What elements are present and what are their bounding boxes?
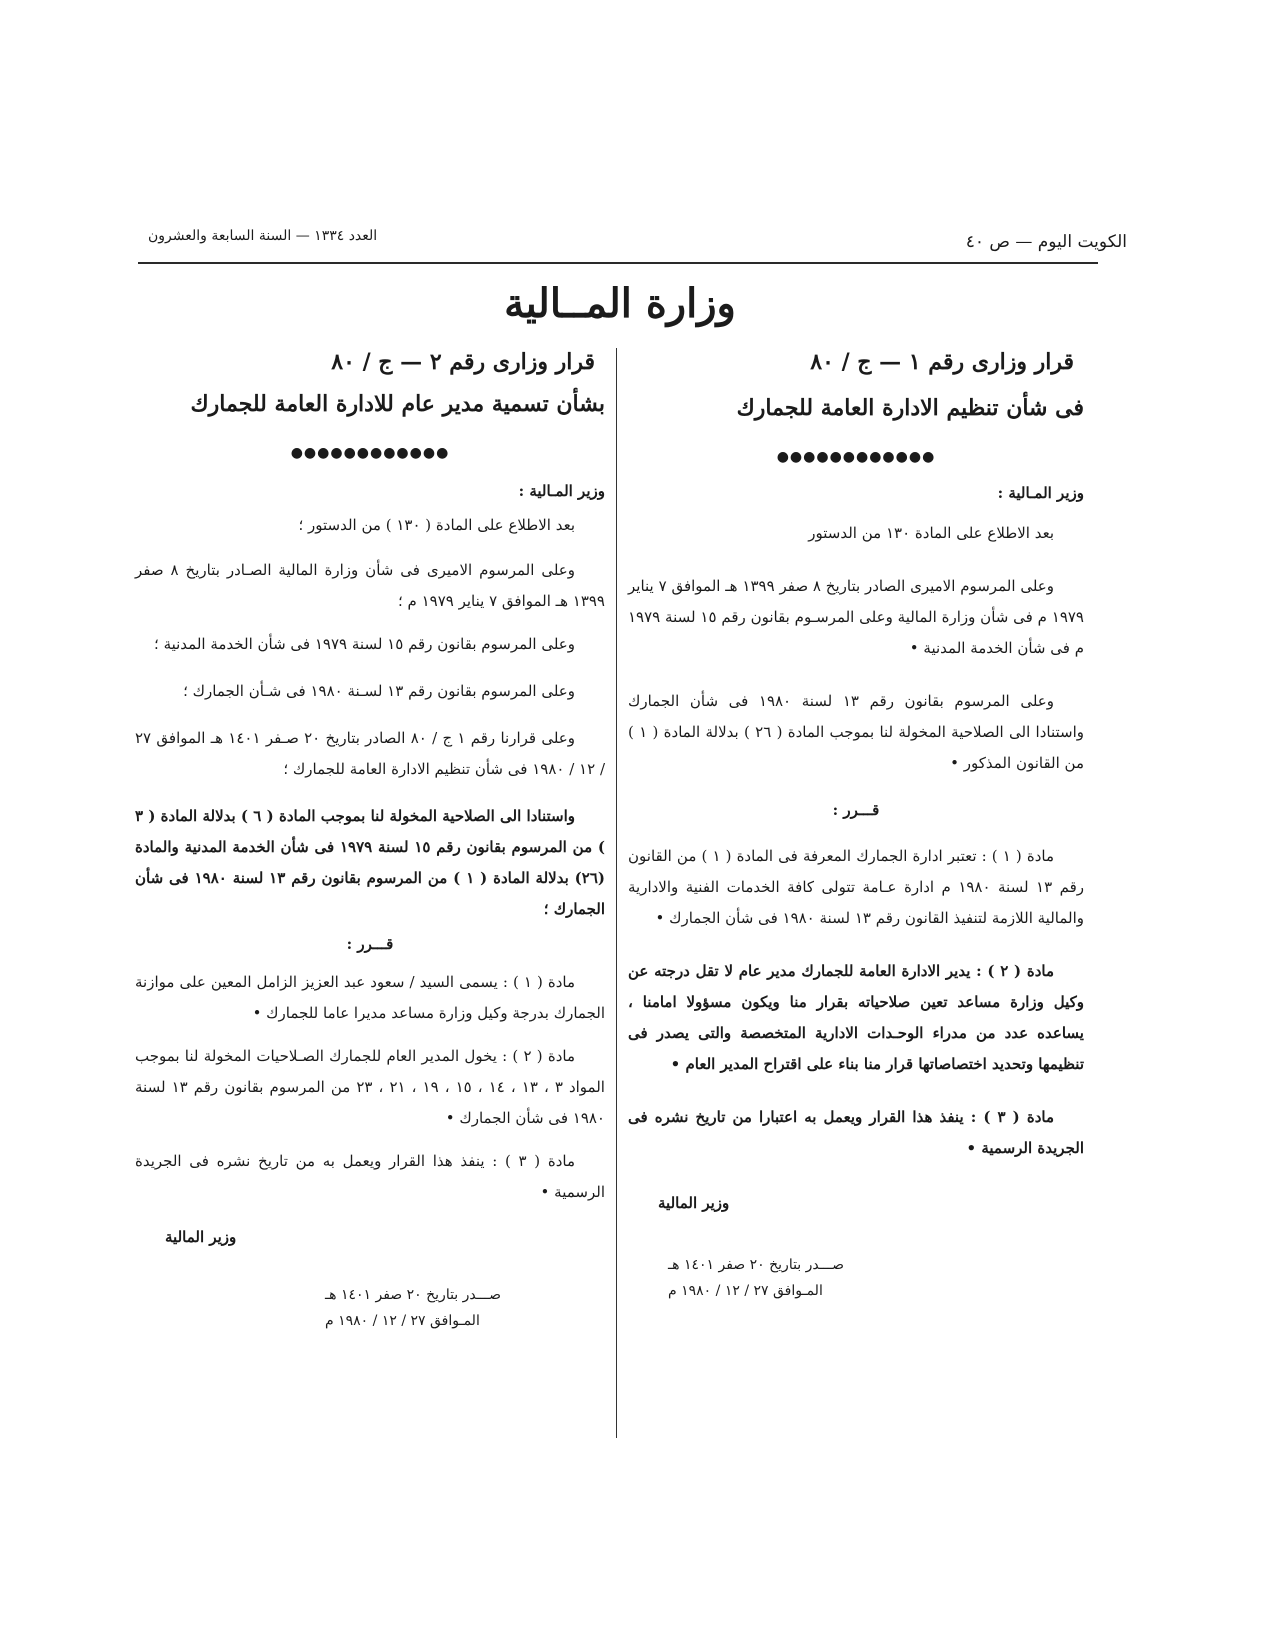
decree-1-article-3: مادة ( ٣ ) : ينفذ هذا القرار ويعمل به اعتبارا من تاريخ نشره فى الجريدة الرسمية • (628, 1108, 1084, 1157)
page-line: الكويت اليوم — ص ٤٠ (965, 232, 1127, 252)
decree-2-issued-gregorian: المـوافق ٢٧ / ١٢ / ١٩٨٠ م (325, 1313, 480, 1329)
decree-2-decides: قـــرر : (346, 935, 394, 953)
decree-1-issued-hijri: صـــدر بتاريخ ٢٠ صفر ١٤٠١ هـ (668, 1257, 844, 1273)
issue-line: العدد ١٣٣٤ — السنة السابعة والعشرون (148, 228, 378, 244)
decree-1-title: قرار وزارى رقم ١ — ج / ٨٠ (810, 349, 1074, 375)
ministry-title: وزارة المــالية (504, 280, 736, 327)
decree-2-column (135, 346, 605, 1334)
decree-2-preamble-3: وعلى المرسوم بقانون رقم ١٥ لسنة ١٩٧٩ فى شأن الخدمة المدنية ؛ (154, 635, 575, 653)
decree-1-subtitle: فى شأن تنظيم الادارة العامة للجمارك (736, 395, 1084, 421)
decree-2-preamble-1: بعد الاطلاع على المادة ( ١٣٠ ) من الدستور ؛ (298, 516, 575, 534)
decree-1-preamble-3: وعلى المرسوم بقانون رقم ١٣ لسنة ١٩٨٠ فى شأن الجمارك واستنادا الى الصلاحية المخولة لنا بموجب المادة ( ٢٦ ) بدلالة المادة ( ١ ) من القانون المذكور • (628, 692, 1084, 772)
decree-2-preamble-5: وعلى قرارنا رقم ١ ج / ٨٠ الصادر بتاريخ ٢٠ صـفر ١٤٠١ هـ الموافق ٢٧ / ١٢ / ١٩٨٠ فى شأن تنظيم الادارة العامة للجمارك ؛ (135, 729, 605, 778)
decree-1-minister-heading: وزير المـالية : (997, 484, 1084, 502)
decree-1-signature: وزير المالية (658, 1194, 730, 1212)
decree-2-article-1: مادة ( ١ ) : يسمى السيد / سعود عبد العزيز الزامل المعين على موازنة الجمارك بدرجة وكيل وزارة مساعد مديرا عاما للجمارك • (135, 973, 605, 1022)
column-divider (616, 348, 617, 1438)
decree-1-decides: قـــرر : (832, 801, 880, 819)
decree-1-issued (628, 1252, 1084, 1304)
decree-2-minister-heading: وزير المـالية : (518, 482, 605, 500)
decree-1-preamble-2: وعلى المرسوم الاميرى الصادر بتاريخ ٨ صفر ١٣٩٩ هـ الموافق ٧ يناير ١٩٧٩ م فى شأن وزارة المالية وعلى المرسـوم بقانون رقم ١٥ لسنة ١٩٧٩ م فى شأن الخدمة المدنية • (628, 577, 1084, 657)
decree-2-article-3: مادة ( ٣ ) : ينفذ هذا القرار ويعمل به من تاريخ نشره فى الجريدة الرسمية • (135, 1152, 605, 1201)
header-rule (138, 262, 1098, 264)
decree-2-signature: وزير المالية (165, 1228, 237, 1246)
decree-1-article-2: مادة ( ٢ ) : يدير الادارة العامة للجمارك مدير عام لا تقل درجته عن وكيل وزارة مساعد تعين صلاحياته بقرار منا ويكون مسؤولا امامنا ، يساعده عدد من مدراء الوحـدات الادارية المتخصصة والتى يصدر فى تنظيمها وتحديد اختصاصاتها قرار منا بناء على اقتراح المدير العام • (628, 962, 1084, 1073)
decree-2-preamble-2: وعلى المرسوم الاميرى فى شأن وزارة المالية الصـادر بتاريخ ٨ صفر ١٣٩٩ هـ الموافق ٧ يناير ١٩٧٩ م ؛ (135, 561, 605, 610)
decree-2-issued-hijri: صـــدر بتاريخ ٢٠ صفر ١٤٠١ هـ (325, 1287, 501, 1303)
decree-1-issued-gregorian: المـوافق ٢٧ / ١٢ / ١٩٨٠ م (668, 1283, 823, 1299)
decree-1-preamble-1: بعد الاطلاع على المادة ١٣٠ من الدستور (808, 524, 1054, 542)
ornament-divider: ●●●●●●●●●●●● (290, 445, 450, 461)
decree-1-column (628, 346, 1084, 1304)
decree-2-preamble-6: واستنادا الى الصلاحية المخولة لنا بموجب المادة ( ٦ ) بدلالة المادة ( ٣ ) من المرسوم بقانون رقم ١٥ لسنة ١٩٧٩ فى شأن الخدمة المدنية والمادة (٢٦) بدلالة المادة ( ١ ) من المرسوم بقانون رقم ١٣ لسنة ١٩٨٠ فى شأن الجمارك ؛ (135, 807, 605, 918)
decree-2-title: قرار وزارى رقم ٢ — ج / ٨٠ (331, 349, 595, 375)
ornament-divider: ●●●●●●●●●●●● (776, 449, 936, 465)
decree-2-issued (135, 1282, 605, 1334)
decree-1-article-1: مادة ( ١ ) : تعتبر ادارة الجمارك المعرفة فى المادة ( ١ ) من القانون رقم ١٣ لسنة ١٩٨٠ م ادارة عـامة تتولى كافة الخدمات الفنية والادارية والمالية اللازمة لتنفيذ القانون رقم ١٣ لسنة ١٩٨٠ فى شأن الجمارك • (628, 847, 1085, 927)
decree-2-subtitle: بشأن تسمية مدير عام للادارة العامة للجمارك (190, 391, 605, 417)
decree-2-article-2: مادة ( ٢ ) : يخول المدير العام للجمارك الصـلاحيات المخولة لنا بموجب المواد ٣ ، ١٣ ، ١٤ ، ١٥ ، ١٩ ، ٢١ ، ٢٣ من المرسوم بقانون رقم ١٣ لسنة ١٩٨٠ فى شأن الجمارك • (135, 1047, 605, 1127)
decree-2-preamble-4: وعلى المرسوم بقانون رقم ١٣ لسـنة ١٩٨٠ فى شـأن الجمارك ؛ (183, 682, 575, 700)
